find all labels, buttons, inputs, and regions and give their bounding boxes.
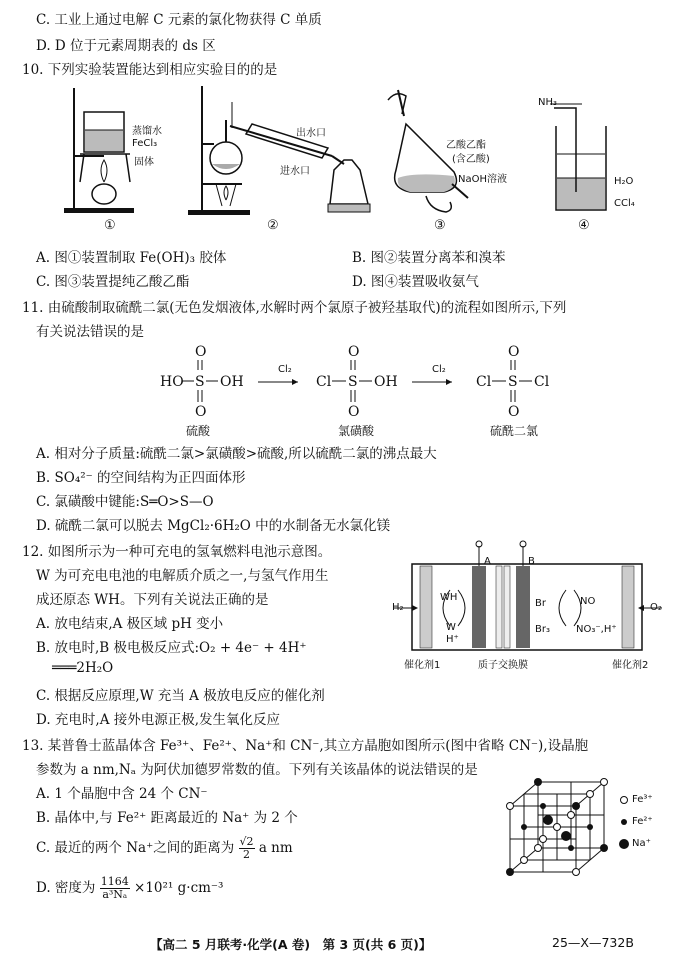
fig1-label-fecl3: FeCl₃ bbox=[132, 138, 158, 149]
q13-option-c-fraction bbox=[239, 836, 255, 861]
svg-text:Cl: Cl bbox=[316, 374, 332, 390]
q12-stem-line1: 12. 如图所示为一种可充电的氢氧燃料电池示意图。 bbox=[22, 544, 332, 560]
svg-text:S: S bbox=[508, 374, 518, 390]
q13-option-c-suffix: a nm bbox=[258, 840, 293, 856]
fig1-label-water: 蒸馏水 bbox=[132, 126, 162, 137]
q12-fig-br3: Br₃ bbox=[535, 624, 550, 635]
q13-stem-line2: 参数为 a nm,Nₐ 为阿伏加德罗常数的值。下列有关该晶体的说法错误的是 bbox=[36, 762, 478, 778]
svg-text:O: O bbox=[195, 404, 207, 420]
q11-option-a: A. 相对分子质量:硫酰二氯>氯磺酸>硫酸,所以硫酰二氯的沸点最大 bbox=[36, 446, 437, 462]
q13-legend-na: Na⁺ bbox=[632, 838, 651, 849]
q11-option-d: D. 硫酰二氯可以脱去 MgCl₂·6H₂O 中的水制备无水氯化镁 bbox=[36, 518, 391, 534]
q10-stem: 10. 下列实验装置能达到相应实验目的的是 bbox=[22, 62, 278, 78]
footer-code: 25—X—732B bbox=[552, 935, 634, 950]
q13-stem-line1: 13. 某普鲁士蓝晶体含 Fe³⁺、Fe²⁺、Na⁺和 CN⁻,其立方晶胞如图所示(图中省略 CN⁻),设晶胞 bbox=[22, 738, 589, 754]
q13-option-d-fraction bbox=[100, 876, 130, 901]
q9-option-c: C. 工业上通过电解 C 元素的氯化物获得 C 单质 bbox=[36, 12, 322, 28]
q12-option-b-line1: B. 放电时,B 极电极反应式:O₂ + 4e⁻ + 4H⁺ bbox=[36, 640, 307, 656]
q13-option-d-suffix: ×10²¹ g·cm⁻³ bbox=[134, 880, 224, 896]
svg-text:S: S bbox=[195, 374, 205, 390]
q13-legend-fe3: Fe³⁺ bbox=[632, 794, 653, 805]
q12-fig-no: NO bbox=[580, 596, 596, 607]
fig2-outlet: 出水口 bbox=[296, 128, 326, 139]
q13-legend-fe2: Fe²⁺ bbox=[632, 816, 653, 827]
q13-option-d bbox=[36, 876, 223, 901]
svg-text:OH: OH bbox=[374, 374, 398, 390]
q11-stem-line1: 11. 由硫酸制取硫酰二氯(无色发烟液体,水解时两个氯原子被羟基取代)的流程如图所示,下列 bbox=[22, 300, 567, 316]
q12-fig-h2: H₂ bbox=[392, 602, 404, 613]
q12-option-c: C. 根据反应原理,W 充当 A 极放电反应的催化剂 bbox=[36, 688, 325, 704]
q13-option-c bbox=[36, 836, 293, 861]
q12-fig-o2: O₂ bbox=[650, 602, 662, 613]
q11-reagent-1: Cl₂ bbox=[278, 364, 292, 375]
q11-stem-line2: 有关说法错误的是 bbox=[36, 324, 144, 340]
svg-text:O: O bbox=[348, 404, 360, 420]
q11-option-c: C. 氯磺酸中键能:S═O>S—O bbox=[36, 494, 214, 510]
q12-fig-no3: NO₃⁻,H⁺ bbox=[576, 624, 617, 635]
q12-fig-cat2: 催化剂2 bbox=[612, 660, 649, 671]
svg-text:OH: OH bbox=[220, 374, 244, 390]
q12-fig-w: W bbox=[446, 622, 456, 633]
q13-option-d-prefix: D. 密度为 bbox=[36, 880, 96, 896]
q13-option-c-denominator: 2 bbox=[243, 848, 251, 861]
q12-option-b-line2: ═══2H₂O bbox=[52, 660, 114, 676]
q11-option-b: B. SO₄²⁻ 的空间结构为正四面体形 bbox=[36, 470, 246, 486]
q12-fig-electrode-a: A bbox=[484, 556, 491, 567]
q12-stem-line2: W 为可充电电池的电解质介质之一,与氢气作用生 bbox=[36, 568, 329, 584]
q13-crystal-cell bbox=[504, 776, 614, 880]
q12-fig-cat1: 催化剂1 bbox=[404, 660, 441, 671]
q12-fig-membrane: 质子交换膜 bbox=[478, 660, 528, 671]
q13-option-c-prefix: C. 最近的两个 Na⁺之间的距离为 bbox=[36, 840, 235, 856]
svg-text:O: O bbox=[348, 344, 360, 360]
q12-fig-wh: WH bbox=[440, 592, 458, 603]
q11-reagent-2: Cl₂ bbox=[432, 364, 446, 375]
fig1-number: ① bbox=[104, 218, 116, 233]
fig3-label-naoh: NaOH溶液 bbox=[458, 174, 507, 185]
q12-fig-electrode-b: B bbox=[528, 556, 535, 567]
q12-option-d: D. 充电时,A 接外电源正极,发生氧化反应 bbox=[36, 712, 281, 728]
q13-option-b: B. 晶体中,与 Fe²⁺ 距离最近的 Na⁺ 为 2 个 bbox=[36, 810, 298, 826]
q11-name-sulfuric: 硫酸 bbox=[186, 424, 211, 438]
fig1-label-solid: 固体 bbox=[134, 157, 154, 168]
q13-option-a: A. 1 个晶胞中含 24 个 CN⁻ bbox=[36, 786, 208, 802]
fig4-ccl4: CCl₄ bbox=[614, 198, 635, 209]
q10-figure-1 bbox=[60, 82, 170, 217]
q12-option-a: A. 放电结束,A 极区域 pH 变小 bbox=[36, 616, 224, 632]
q13-legend-markers bbox=[618, 794, 632, 854]
q11-name-sulfuryl: 硫酰二氯 bbox=[490, 424, 539, 438]
fig4-number: ④ bbox=[578, 218, 590, 233]
q13-option-d-numerator: 1164 bbox=[100, 875, 129, 888]
q10-option-a: A. 图①装置制取 Fe(OH)₃ 胶体 bbox=[36, 250, 227, 266]
svg-text:O: O bbox=[195, 344, 207, 360]
fig3-label-ester: 乙酸乙酯 bbox=[446, 140, 486, 151]
fig2-number: ② bbox=[267, 218, 279, 233]
q9-option-d: D. D 位于元素周期表的 ds 区 bbox=[36, 38, 216, 54]
q12-fig-h: H⁺ bbox=[446, 634, 459, 645]
fig2-inlet: 进水口 bbox=[280, 166, 310, 177]
fig4-gas: NH₃ bbox=[538, 97, 558, 108]
svg-text:Cl: Cl bbox=[534, 374, 550, 390]
q13-option-c-numerator: √2 bbox=[239, 835, 254, 848]
svg-text:HO: HO bbox=[160, 374, 184, 390]
fig4-water: H₂O bbox=[614, 176, 634, 187]
fig3-number: ③ bbox=[434, 218, 446, 233]
svg-text:S: S bbox=[348, 374, 358, 390]
svg-text:Cl: Cl bbox=[476, 374, 492, 390]
q10-option-b: B. 图②装置分离苯和溴苯 bbox=[352, 250, 506, 266]
q12-stem-line3: 成还原态 WH。下列有关说法正确的是 bbox=[36, 592, 269, 608]
fig3-label-acid: (含乙酸) bbox=[452, 154, 490, 165]
footer-page-info: 【高二 5 月联考·化学(A 卷) 第 3 页(共 6 页)】 bbox=[150, 937, 432, 952]
svg-text:O: O bbox=[508, 404, 520, 420]
q11-name-chlorosulfonic: 氯磺酸 bbox=[338, 424, 375, 438]
q10-option-d: D. 图④装置吸收氨气 bbox=[352, 274, 479, 290]
q10-option-c: C. 图③装置提纯乙酸乙酯 bbox=[36, 274, 190, 290]
svg-text:O: O bbox=[508, 344, 520, 360]
q13-option-d-denominator: a³Nₐ bbox=[102, 888, 128, 901]
q12-fig-br: Br bbox=[535, 598, 546, 609]
q10-figure-2 bbox=[182, 84, 372, 218]
